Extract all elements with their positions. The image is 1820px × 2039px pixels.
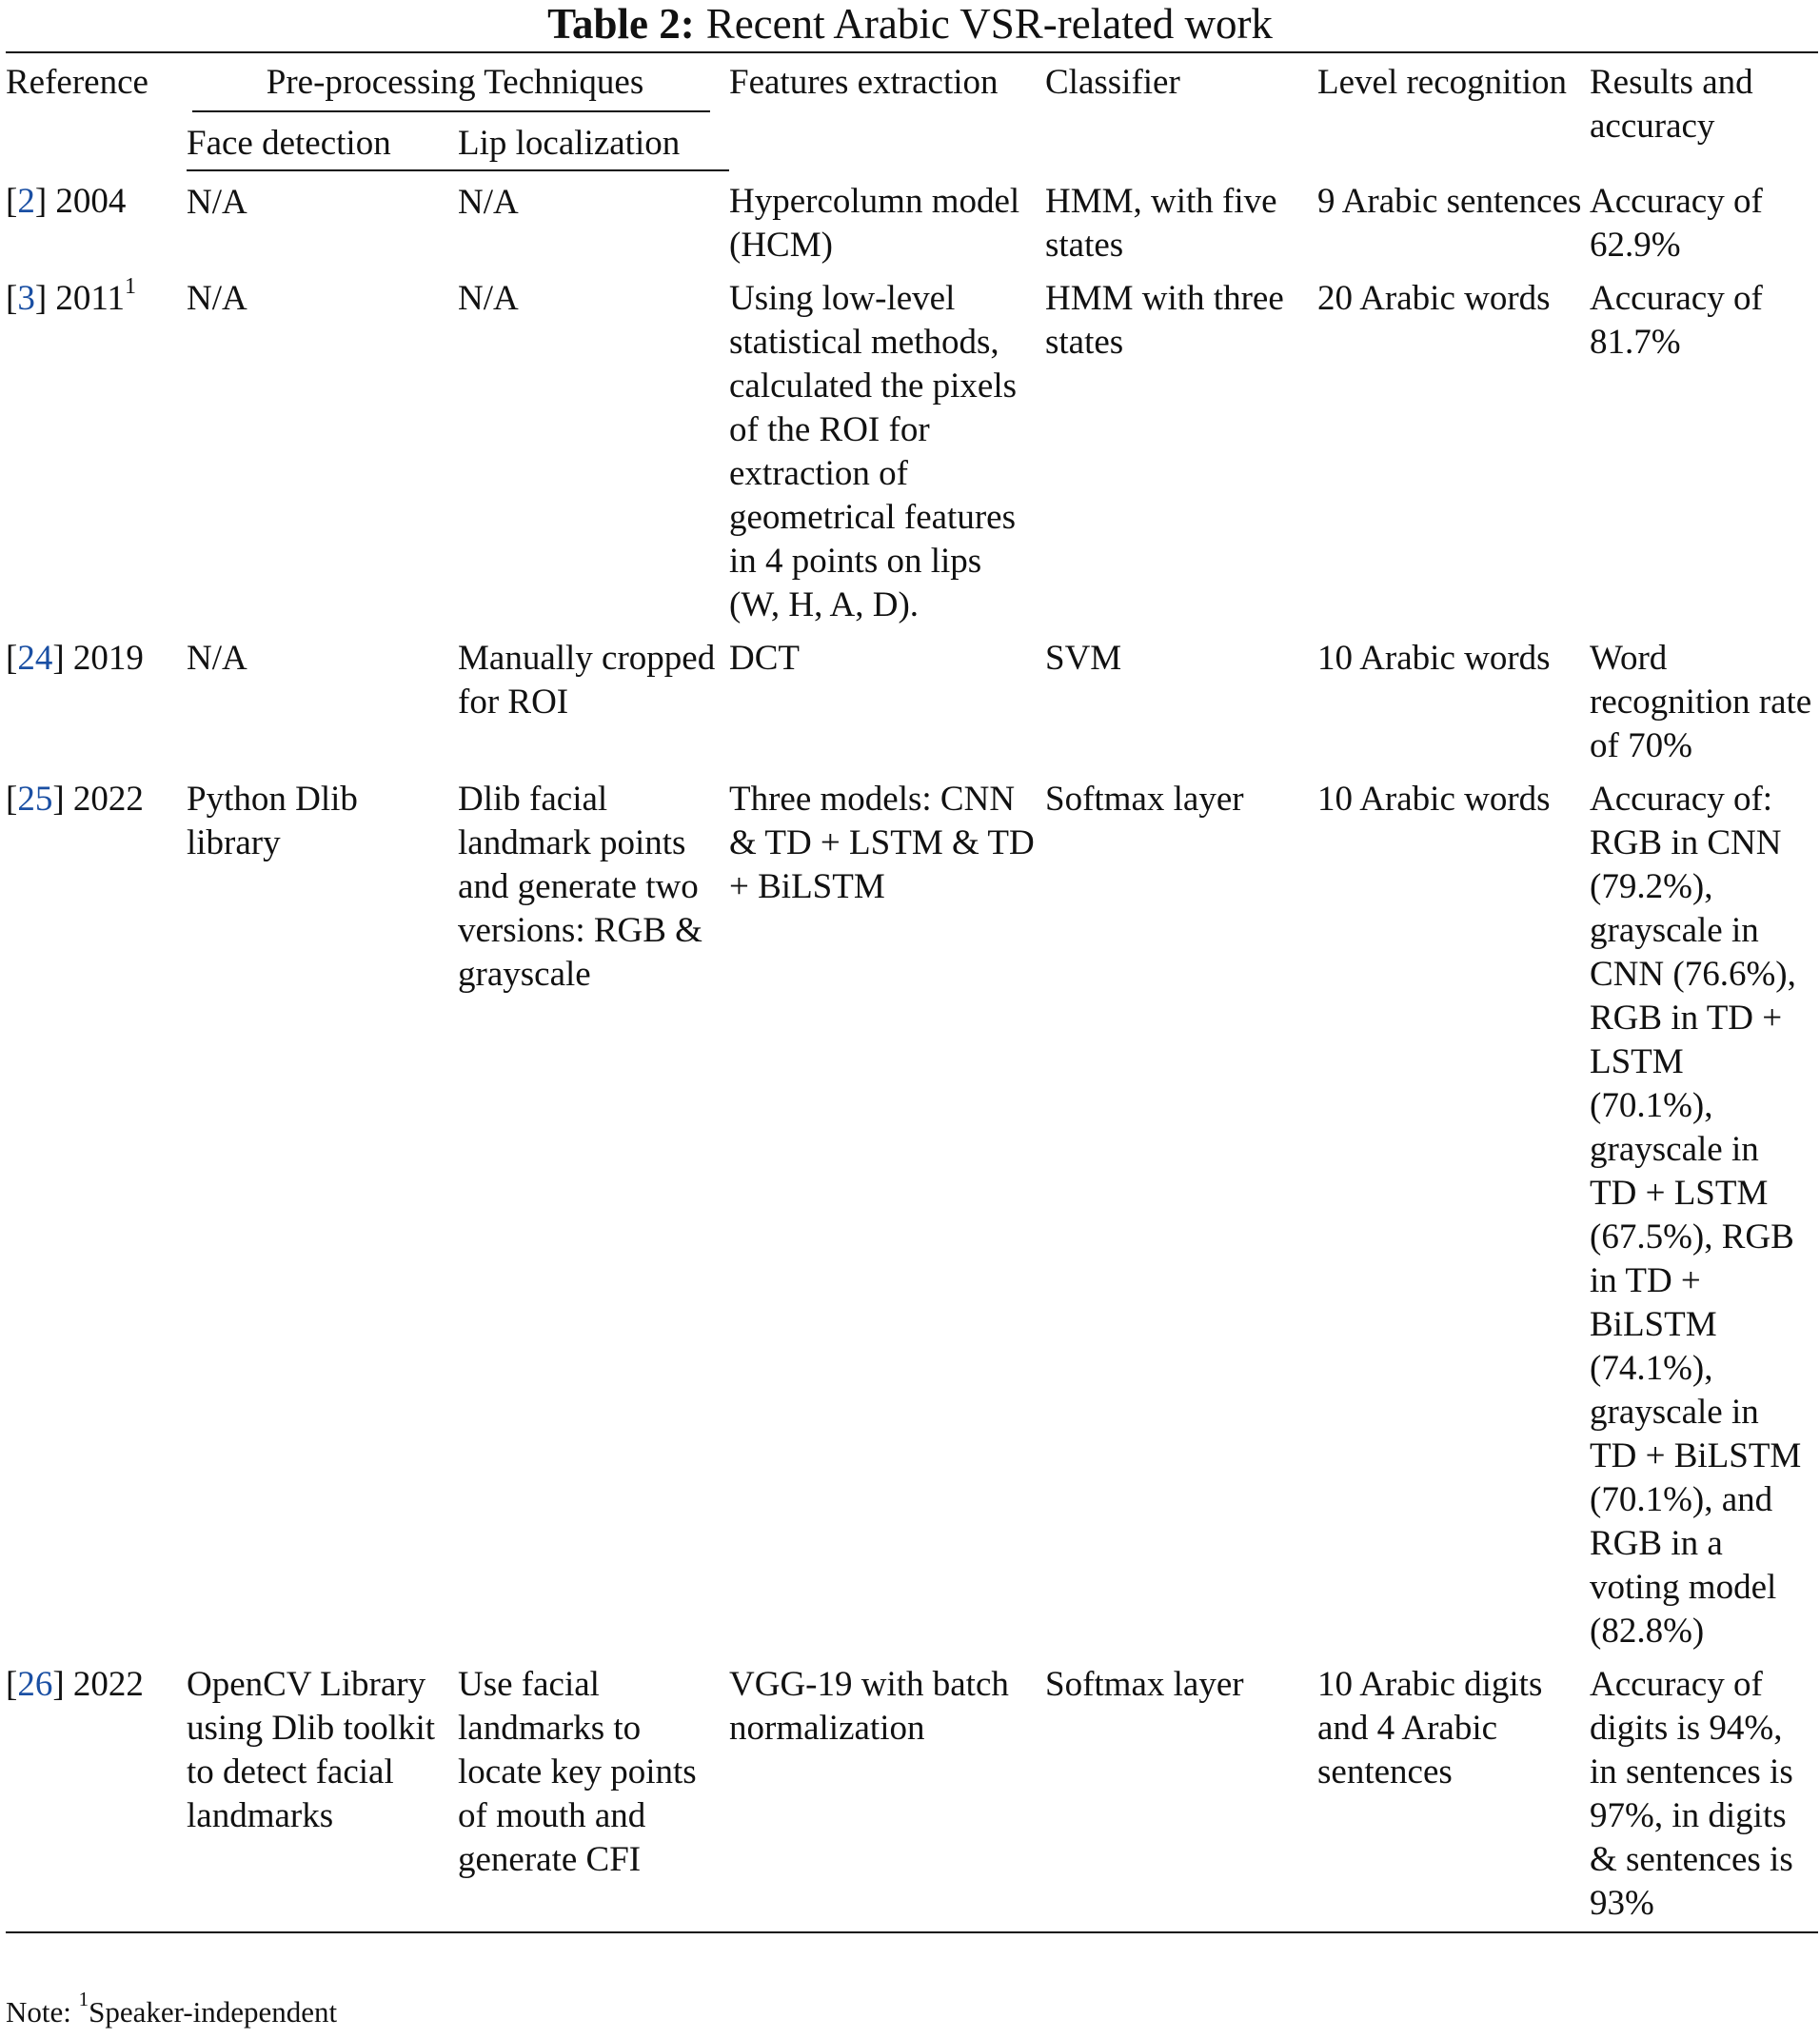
year: 2011 xyxy=(47,279,126,318)
lip-localization-cell: Manually cropped for ROI xyxy=(458,639,716,722)
table-row xyxy=(6,267,1818,627)
caption-label: Table 2: xyxy=(547,0,695,48)
note-prefix: Note: xyxy=(6,1995,79,2029)
lip-localization-cell: N/A xyxy=(458,279,519,318)
reference-cell: [26] 2022 xyxy=(6,1653,187,1932)
year: 2022 xyxy=(64,780,144,819)
classifier-cell: SVM xyxy=(1045,639,1122,678)
lip-localization-cell: N/A xyxy=(458,183,519,222)
level-cell: 10 Arabic digits and 4 Arabic sentences xyxy=(1317,1653,1590,1932)
reference-cell: [3] 2011$^1$ xyxy=(6,273,137,318)
results-cell: Accuracy of 81.7% xyxy=(1590,279,1763,362)
level-cell: 10 Arabic words xyxy=(1317,780,1551,819)
classifier-cell: Softmax layer xyxy=(1045,1653,1317,1932)
face-detection-cell: N/A xyxy=(187,279,247,318)
face-detection-cell: N/A xyxy=(187,183,247,222)
table-caption xyxy=(0,0,1820,48)
header-level-recognition: Level recognition xyxy=(1317,52,1590,170)
lip-localization-cell: Use facial landmarks to locate key points of mouth and generate CFI xyxy=(458,1653,729,1932)
header-row-top xyxy=(6,52,1818,109)
results-cell: Accuracy of digits is 94%, in sentences is 97%, in digits & sentences is 93% xyxy=(1590,1653,1818,1932)
header-face-detection: Face detection xyxy=(187,109,458,170)
footnote-marker: 1 xyxy=(125,273,137,299)
header-reference: Reference xyxy=(6,52,187,170)
features-cell: DCT xyxy=(729,639,800,678)
reference-cell: [24] 2019 xyxy=(6,639,144,678)
classifier-cell: Softmax layer xyxy=(1045,780,1244,819)
face-detection-cell: OpenCV Library using Dlib toolkit to detect facial landmarks xyxy=(187,1653,458,1932)
table-row xyxy=(6,768,1818,1653)
related-work-table xyxy=(6,51,1818,1933)
reference-cell: [2] 2004 xyxy=(6,182,127,221)
header-lip-localization: Lip localization xyxy=(458,109,729,170)
level-cell: 20 Arabic words xyxy=(1317,279,1551,318)
level-cell: 9 Arabic sentences xyxy=(1317,182,1582,221)
header-features-extraction: Features extraction xyxy=(729,52,1045,170)
results-cell: Accuracy of 62.9% xyxy=(1590,182,1763,265)
features-cell: Using low-level statistical methods, calculated the pixels of the ROI for extraction of geometrical features in 4 points on lips (W, H, A, D). xyxy=(729,279,1018,624)
caption-text: Recent Arabic VSR-related work xyxy=(705,0,1273,48)
citation-link[interactable]: 24 xyxy=(17,639,53,678)
note-text: Speaker-independent xyxy=(89,1995,338,2029)
citation-link[interactable]: 25 xyxy=(17,780,53,819)
features-cell: Hypercolumn model (HCM) xyxy=(729,182,1020,265)
year: 2004 xyxy=(47,182,127,221)
year: 2022 xyxy=(64,1665,144,1704)
citation-link[interactable]: 26 xyxy=(17,1665,53,1704)
citation-link[interactable]: 3 xyxy=(17,279,35,318)
features-cell: Three models: CNN & TD + LSTM & TD + BiLSTM xyxy=(729,780,1035,906)
table-note xyxy=(6,1987,338,2031)
note-marker: 1 xyxy=(78,1987,89,2010)
group-underline xyxy=(192,110,710,112)
header-preprocessing-label: Pre-processing Techniques xyxy=(266,63,644,102)
table-row xyxy=(6,170,1818,267)
results-cell: Accuracy of: RGB in CNN (79.2%), grayscale in CNN (76.6%), RGB in TD + LSTM (70.1%), grayscale in TD + LSTM (67.5%), RGB in TD + BiLSTM (74.1%), grayscale in TD + BiLSTM (70.1%), and RGB in a voting model (82.8%) xyxy=(1590,780,1802,1651)
citation-link[interactable]: 2 xyxy=(17,182,35,221)
table-row xyxy=(6,627,1818,768)
lip-localization-cell: Dlib facial landmark points and generate two versions: RGB & grayscale xyxy=(458,780,702,994)
face-detection-cell: Python Dlib library xyxy=(187,780,358,862)
reference-cell: [25] 2022 xyxy=(6,780,144,819)
classifier-cell: HMM with three states xyxy=(1045,279,1284,362)
classifier-cell: HMM, with five states xyxy=(1045,182,1277,265)
header-preprocessing xyxy=(187,52,729,109)
header-results: Results and accuracy xyxy=(1590,52,1818,170)
header-classifier: Classifier xyxy=(1045,52,1317,170)
level-cell: 10 Arabic words xyxy=(1317,639,1551,678)
features-cell: VGG-19 with batch normalization xyxy=(729,1653,1045,1932)
table-row xyxy=(6,1653,1818,1932)
year: 2019 xyxy=(64,639,144,678)
results-cell: Word recognition rate of 70% xyxy=(1590,639,1812,765)
face-detection-cell: N/A xyxy=(187,639,247,678)
